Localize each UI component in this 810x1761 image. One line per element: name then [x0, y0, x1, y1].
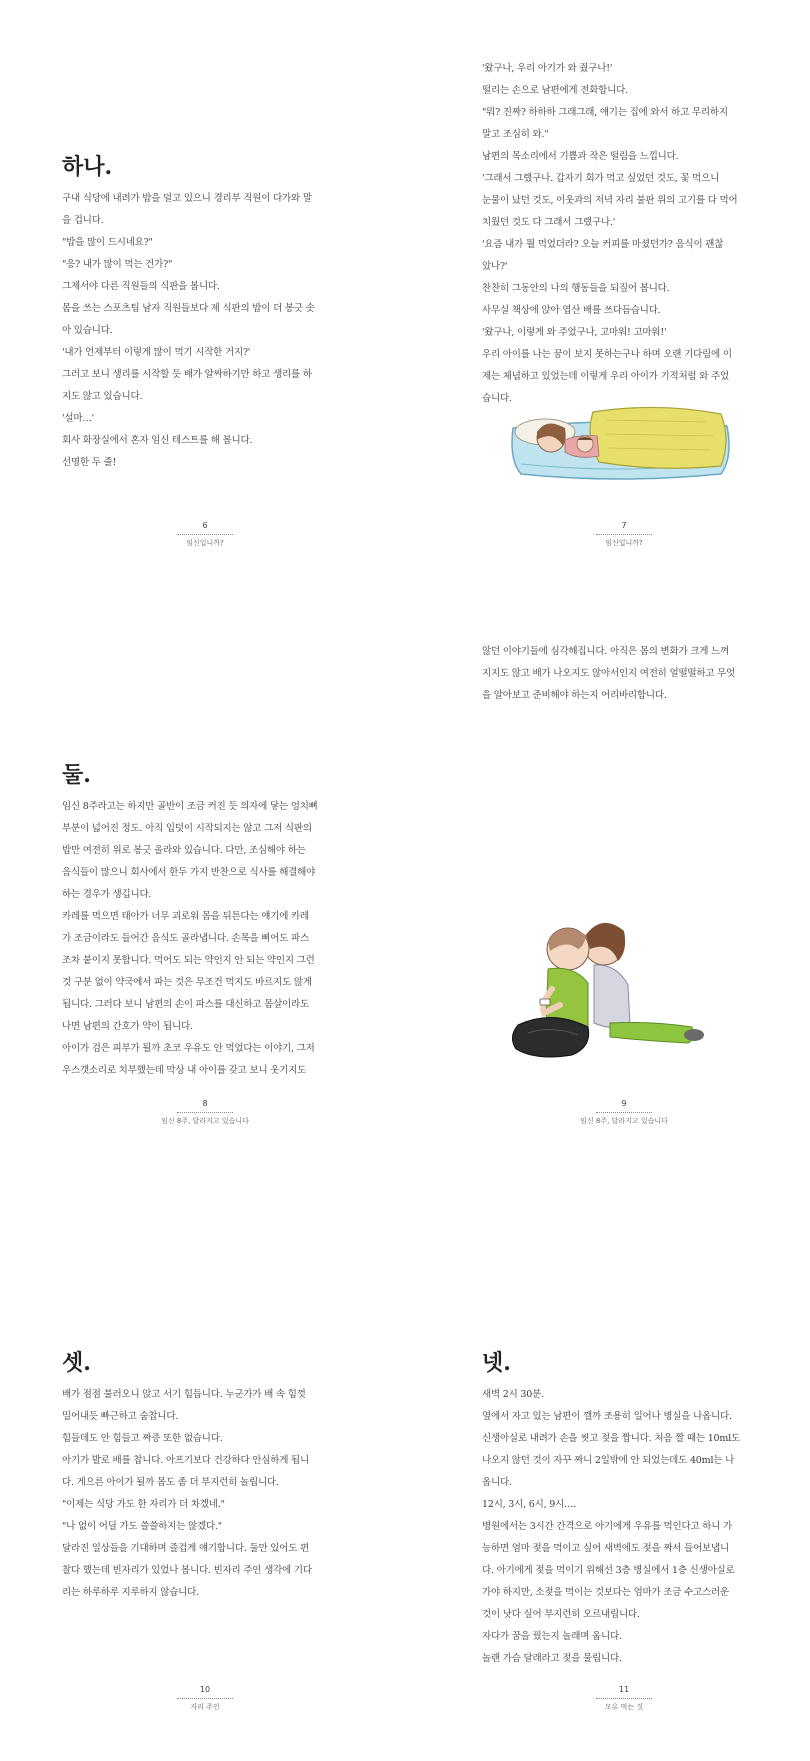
text-line: 자다가 꿈을 꿨는지 놀래며 웁니다. — [482, 1631, 622, 1642]
text-line: 새벽 2시 30분. — [482, 1389, 544, 1400]
text-line: '내가 언제부터 이렇게 많이 먹기 시작한 거지?' — [62, 347, 251, 358]
page-7 — [482, 0, 762, 547]
text-line: '설마…' — [62, 413, 95, 424]
text-line: 가 조금이라도 들어간 음식도 골라냅니다. 손목을 삐어도 파스 — [62, 933, 309, 944]
text-line: 지지도 않고 배가 나오지도 않아서인지 여전히 얼떨떨하고 무엇 — [482, 668, 736, 679]
text-line: 부분이 넓어진 정도. 아직 입덧이 시작되지는 않고 그저 식판의 — [62, 823, 312, 834]
page-footer — [564, 520, 684, 548]
text-line: 옵니다. — [482, 1477, 512, 1488]
page-footer — [145, 1098, 265, 1126]
text-line: '요즘 내가 뭘 먹었더라? 오늘 커피를 마셨던가? 음식이 괜찮 — [482, 239, 724, 250]
text-line: 하는 경우가 생깁니다. — [62, 889, 152, 900]
page-number: 11 — [618, 1685, 630, 1694]
text-line: 구내 식당에 내려가 밥을 덜고 있으니 경리부 직원이 다가와 말 — [62, 193, 312, 204]
text-line: "이제는 식당 가도 한 자리가 더 차겠네." — [62, 1499, 225, 1510]
text-line: 치웠던 것도 다 그래서 그랬구나.' — [482, 217, 616, 228]
couple-sitting-back-to-back-illustration — [482, 905, 732, 1075]
text-line: 놀랜 가슴 달래라고 젖을 물립니다. — [482, 1653, 622, 1664]
body-text — [62, 188, 352, 474]
text-line: 밀어내듯 빠근하고 숨찹니다. — [62, 1411, 179, 1422]
text-line: 다. 게으른 아이가 될까 몸도 좀 더 부지런히 놀립니다. — [62, 1477, 279, 1488]
page-number: 8 — [202, 1099, 208, 1108]
footer-divider — [596, 1112, 652, 1113]
text-line: 아기가 발로 배를 찹니다. 아프기보다 건강하다 안심하게 됩니 — [62, 1455, 309, 1466]
text-line: 것이 낫다 싶어 부지런히 오르내립니다. — [482, 1609, 640, 1620]
footer-divider — [596, 1698, 652, 1699]
text-line: 선명한 두 줄! — [62, 457, 117, 468]
text-line: 힘들데도 안 힘들고 짜증 또한 없습니다. — [62, 1433, 223, 1444]
text-line: '왔구나, 이렇게 와 주었구나, 고마워! 고마워!' — [482, 327, 667, 338]
body-text — [62, 796, 352, 1082]
footer-divider — [596, 534, 652, 535]
text-line: 을 알아보고 준비해야 하는지 어리바리합니다. — [482, 690, 667, 701]
running-title: 임신입니까? — [186, 539, 224, 547]
footer-divider — [177, 534, 233, 535]
footer-divider — [177, 1698, 233, 1699]
chapter-title: 하나. — [62, 154, 113, 180]
text-line: 우스갯소리로 치부했는데 막상 내 아이를 갖고 보니 웃기지도 — [62, 1065, 307, 1076]
text-line: 됩니다. 그러다 보니 남편의 손이 파스를 대신하고 몸살이라도 — [62, 999, 309, 1010]
chapter-title: 셋. — [62, 1350, 91, 1376]
page-number: 7 — [621, 521, 627, 530]
text-line: "밥을 많이 드시네요?" — [62, 237, 153, 248]
text-line: 옆에서 자고 있는 남편이 깰까 조용히 일어나 병실을 나옵니다. — [482, 1411, 732, 1422]
text-line: 12시, 3시, 6시, 9시…. — [482, 1499, 577, 1510]
text-line: '왔구나, 우리 아기가 와 줬구나!' — [482, 63, 613, 74]
text-line: 습니다. — [482, 393, 512, 404]
text-line: "뭐? 진짜? 하하하 그래그래, 얘기는 집에 와서 하고 무리하지 — [482, 107, 728, 118]
text-line: 병원에서는 3시간 간격으로 아기에게 우유를 먹인다고 하니 가 — [482, 1521, 733, 1532]
text-line: 떨리는 손으로 남편에게 전화합니다. — [482, 85, 628, 96]
text-line: 나오지 않던 것이 자꾸 짜니 2일밖에 안 되었는데도 40ml는 나 — [482, 1455, 735, 1466]
page-footer — [145, 520, 265, 548]
text-line: "나 없이 어딜 가도 쓸쓸하지는 않겠다." — [62, 1521, 222, 1532]
text-line: "응? 내가 많이 먹는 건가?" — [62, 259, 173, 270]
body-text — [482, 1384, 772, 1670]
text-line: 다. 아기에게 젖을 먹이기 위해선 3층 병실에서 1층 신생아실로 — [482, 1565, 735, 1576]
page-footer — [564, 1098, 684, 1126]
page-number: 6 — [202, 521, 208, 530]
page-number: 9 — [621, 1099, 627, 1108]
text-line: 찰다 했는데 빈자리가 있었나 봅니다. 빈자리 주인 생각에 기다 — [62, 1565, 312, 1576]
text-line: 아이가 검은 피부가 될까 초코 우유도 안 먹었다는 이야기, 그저 — [62, 1043, 315, 1054]
text-line: 카레를 먹으면 태아가 너무 괴로워 몸을 뒤튼다는 얘기에 카레 — [62, 911, 309, 922]
text-line: 임신 8주라고는 하지만 골반이 조금 커진 듯 의자에 닿는 엉치뼈 — [62, 801, 318, 812]
page-footer — [145, 1684, 265, 1712]
text-line: 나면 남편의 간호가 약이 됩니다. — [62, 1021, 193, 1032]
text-line: 그제서야 다른 직원들의 식판을 봅니다. — [62, 281, 220, 292]
running-title: 임신입니까? — [605, 539, 643, 547]
body-text — [482, 641, 772, 707]
text-line: 달라진 일상들을 기대하며 즐겁게 얘기합니다. 둘만 있어도 편 — [62, 1543, 309, 1554]
text-line: 리는 하루하루 지루하지 않습니다. — [62, 1587, 199, 1598]
chapter-title: 넷. — [482, 1350, 511, 1376]
text-line: 았나?' — [482, 261, 508, 272]
text-line: 그러고 보니 생리를 시작할 듯 배가 알싸하기만 하고 생리를 하 — [62, 369, 312, 380]
text-line: 제는 체념하고 있었는데 이렇게 우리 아이가 기적처럼 와 주었 — [482, 371, 729, 382]
text-line: 가야 하지만, 소젖을 먹이는 것보다는 엄마가 조금 수고스러운 — [482, 1587, 729, 1598]
text-line: 찬찬히 그동안의 나의 행동들을 되짚어 봅니다. — [482, 283, 670, 294]
text-line: 능하면 엄마 젖을 먹이고 싶어 새벽에도 젖을 짜서 들어보냅니 — [482, 1543, 729, 1554]
body-text — [482, 58, 772, 410]
running-title: 임신 8주, 달라지고 있습니다 — [580, 1117, 668, 1125]
text-line: 지도 않고 있습니다. — [62, 391, 143, 402]
mother-and-baby-sleeping-illustration — [507, 400, 737, 485]
text-line: 눈물이 났던 것도, 이웃과의 저녁 자리 불판 위의 고기를 다 먹어 — [482, 195, 738, 206]
running-title: 모유 먹는 것 — [604, 1703, 644, 1711]
text-line: 것 구분 없이 약국에서 파는 것은 무조건 먹지도 바르지도 않게 — [62, 977, 312, 988]
text-line: 밥만 여전히 위로 봉긋 올라와 있습니다. 다만, 조심해야 하는 — [62, 845, 306, 856]
text-line: 말고 조심히 와." — [482, 129, 549, 140]
text-line: 않던 이야기들에 심각해집니다. 아직은 몸의 변화가 크게 느껴 — [482, 646, 729, 657]
text-line: 조차 붙이지 못합니다. 먹어도 되는 약인지 안 되는 약인지 그런 — [62, 955, 315, 966]
body-text — [62, 1384, 352, 1604]
page-6 — [62, 0, 342, 547]
text-line: 몸을 쓰는 스포츠팀 남자 직원들보다 제 식판의 밥이 더 봉긋 솟 — [62, 303, 315, 314]
footer-divider — [177, 1112, 233, 1113]
text-line: '그래서 그랬구나. 갑자기 회가 먹고 싶었던 것도, 꽃 먹으니 — [482, 173, 720, 184]
text-line: 남편의 목소리에서 기쁨과 작은 떨림을 느낍니다. — [482, 151, 679, 162]
text-line: 음식들이 많으니 회사에서 한두 가지 반찬으로 식사를 해결해야 — [62, 867, 316, 878]
page-footer — [564, 1684, 684, 1712]
text-line: 아 있습니다. — [62, 325, 113, 336]
running-title: 자리 주인 — [190, 1703, 220, 1711]
text-line: 신생아실로 내려가 손을 씻고 젖을 짭니다. 처음 짤 때는 10ml도 — [482, 1433, 741, 1444]
page-number: 10 — [199, 1685, 211, 1694]
text-line: 우리 아이를 나는 꿈이 보지 못하는구나 하며 오랜 기다림에 이 — [482, 349, 732, 360]
text-line: 배가 점점 불러오니 앉고 서기 힘듭니다. 누군가가 배 속 힘껏 — [62, 1389, 306, 1400]
running-title: 임신 8주, 달라지고 있습니다 — [161, 1117, 249, 1125]
text-line: 회사 화장실에서 혼자 임신 테스트를 해 봅니다. — [62, 435, 253, 446]
chapter-title: 둘. — [62, 762, 91, 788]
text-line: 사무실 책상에 앉아 엽산 배를 쓰다듬습니다. — [482, 305, 661, 316]
text-line: 을 겁니다. — [62, 215, 104, 226]
